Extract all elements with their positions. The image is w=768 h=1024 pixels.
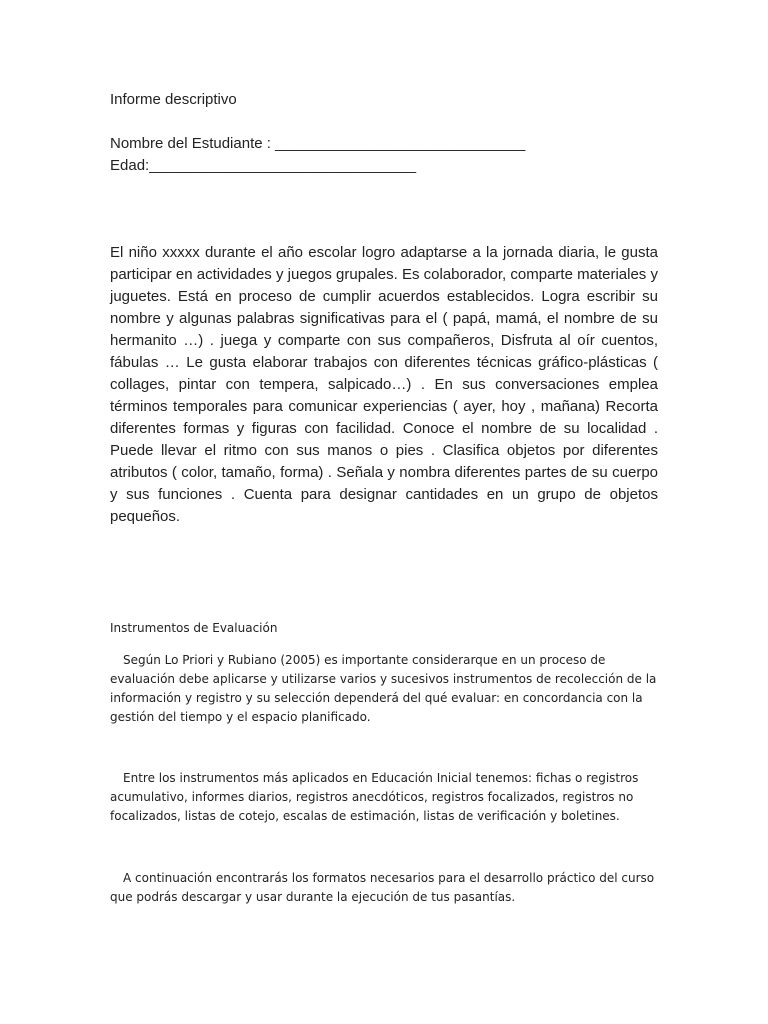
section-paragraph: Entre los instrumentos más aplicados en Educación Inicial tenemos: fichas o registros acumulativo, informes diarios, registros anecdóticos, registros focalizados, registros no focalizados, listas de cotejo, escalas de estimación, listas de verificación y boletines.	[110, 771, 639, 823]
descriptive-report-paragraph: El niño xxxxx durante el año escolar logro adaptarse a la jornada diaria, le gusta participar en actividades y juegos grupales. Es colaborador, comparte materiales y juguetes. Está en proceso de cumplir acuerdos establecidos. Logra escribir su nombre y algunas palabras significativas para el ( papá, mamá, el nombre de su hermanito …) . juega y comparte con sus compañeros, Disfruta al oír cuentos, fábulas … Le gusta elaborar trabajos con diferentes técnicas gráfico-plásticas ( collages, pintar con tempera, salpicado…) . En sus conversaciones emplea términos temporales para comunicar experiencias ( ayer, hoy , mañana) Recorta diferentes formas y figuras con facilidad. Conoce el nombre de su localidad . Puede llevar el ritmo con sus manos o pies . Clasifica objetos por diferentes atributos ( color, tamaño, forma) . Señala y nombra diferentes partes de su cuerpo y sus funciones . Cuenta para designar cantidades en un grupo de objetos pequeños.	[110, 244, 658, 525]
section-paragraph: A continuación encontrarás los formatos necesarios para el desarrollo práctico del curso que podrás descargar y usar durante la ejecución de tus pasantías.	[110, 871, 655, 904]
document-title: Informe descriptivo	[110, 91, 237, 108]
age-field: Edad:________________________________	[110, 157, 417, 174]
student-name-field: Nombre del Estudiante : ______________________________	[110, 135, 526, 152]
section-title: Instrumentos de Evaluación	[110, 621, 278, 635]
section-paragraph: Según Lo Priori y Rubiano (2005) es importante considerarque en un proceso de evaluación debe aplicarse y utilizarse varios y sucesivos instrumentos de recolección de la información y registro y su selección dependerá del qué evaluar: en concordancia con la gestión del tiempo y el espacio planificado.	[110, 653, 657, 724]
